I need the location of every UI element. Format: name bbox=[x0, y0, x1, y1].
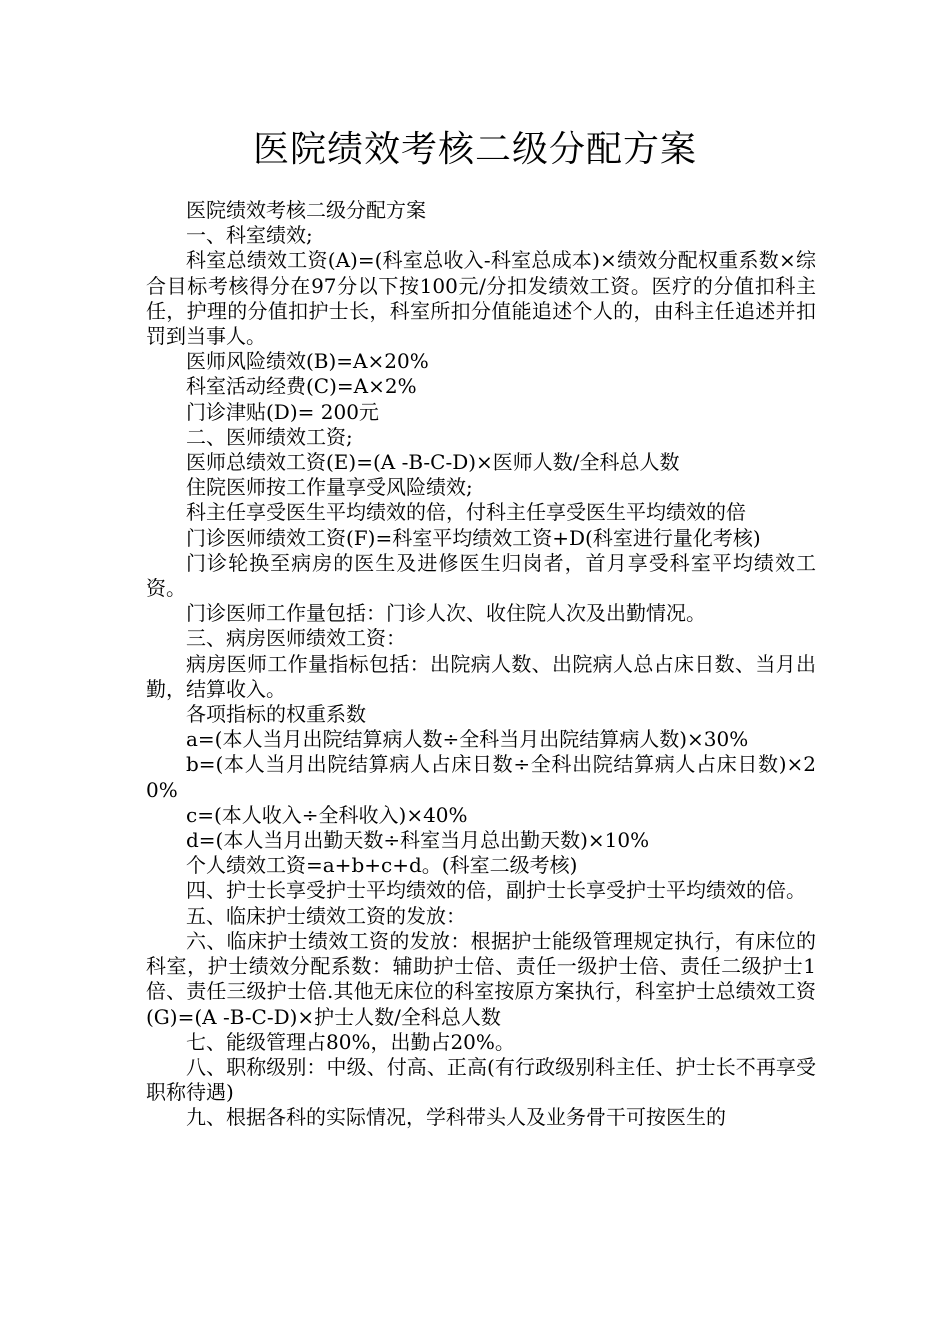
paragraph: 医师总绩效工资(E)=(A -B-C-D)×医师人数/全科总人数 bbox=[186, 450, 680, 475]
paragraph: 各项指标的权重系数 bbox=[186, 702, 366, 727]
document-body bbox=[146, 198, 816, 1131]
paragraph: 七、能级管理占80%，出勤占20%。 bbox=[186, 1029, 515, 1054]
paragraph: 医师风险绩效(B)=A×20% bbox=[186, 349, 429, 374]
paragraph: 六、临床护士绩效工资的发放：根据护士能级管理规定执行，有床位的科室，护士绩效分配系数：辅助护士倍、责任一级护士倍、责任二级护士1倍、责任三级护士倍.其他无床位的科室按原方案执行，科室护士总绩效工资(G)=(A -B-C-D)×护士人数/全科总人数 bbox=[146, 928, 816, 1029]
paragraph: 住院医师按工作量享受风险绩效; bbox=[186, 475, 473, 500]
paragraph: 病房医师工作量指标包括：出院病人数、出院病人总占床日数、当月出勤，结算收入。 bbox=[146, 651, 816, 701]
paragraph: 五、临床护士绩效工资的发放： bbox=[186, 903, 466, 928]
paragraph: 九、根据各科的实际情况，学科带头人及业务骨干可按医生的 bbox=[186, 1105, 726, 1130]
paragraph: 门诊轮换至病房的医生及进修医生归岗者，首月享受科室平均绩效工资。 bbox=[146, 550, 816, 601]
paragraph: 三、病房医师绩效工资： bbox=[186, 626, 406, 651]
paragraph: 二、医师绩效工资; bbox=[186, 424, 353, 449]
paragraph: d=(本人当月出勤天数÷科室当月总出勤天数)×10% bbox=[186, 828, 650, 853]
paragraph: 一、科室绩效; bbox=[186, 223, 313, 248]
document-title: 医院绩效考核二级分配方案 bbox=[252, 129, 697, 170]
paragraph: 个人绩效工资=a+b+c+d。(科室二级考核) bbox=[186, 853, 578, 878]
paragraph: b=(本人当月出院结算病人占床日数÷全科出院结算病人占床日数)×20% bbox=[146, 752, 816, 802]
paragraph: 门诊医师绩效工资(F)=科室平均绩效工资+D(科室进行量化考核) bbox=[186, 525, 761, 550]
paragraph: 门诊医师工作量包括：门诊人次、收住院人次及出勤情况。 bbox=[186, 601, 706, 626]
paragraph: 八、职称级别：中级、付高、正高(有行政级别科主任、护士长不再享受职称待遇) bbox=[146, 1054, 816, 1105]
paragraph: 医院绩效考核二级分配方案 bbox=[186, 198, 426, 222]
paragraph: 四、护士长享受护士平均绩效的倍，副护士长享受护士平均绩效的倍。 bbox=[186, 878, 806, 903]
paragraph: c=(本人收入÷全科收入)×40% bbox=[186, 802, 468, 827]
paragraph: a=(本人当月出院结算病人数÷全科当月出院结算病人数)×30% bbox=[186, 727, 749, 752]
paragraph: 科主任享受医生平均绩效的倍，付科主任享受医生平均绩效的倍 bbox=[186, 500, 746, 525]
paragraph: 科室活动经费(C)=A×2% bbox=[186, 374, 417, 399]
paragraph: 门诊津贴(D)= 200元 bbox=[186, 399, 379, 424]
paragraph: 科室总绩效工资(A)=(科室总收入-科室总成本)×绩效分配权重系数×综合目标考核得分在97分以下按100元/分扣发绩效工资。医疗的分值扣科主任，护理的分值扣护士长，科室所扣分值能追述个人的，由科主任追述并扣罚到当事人。 bbox=[146, 248, 816, 349]
